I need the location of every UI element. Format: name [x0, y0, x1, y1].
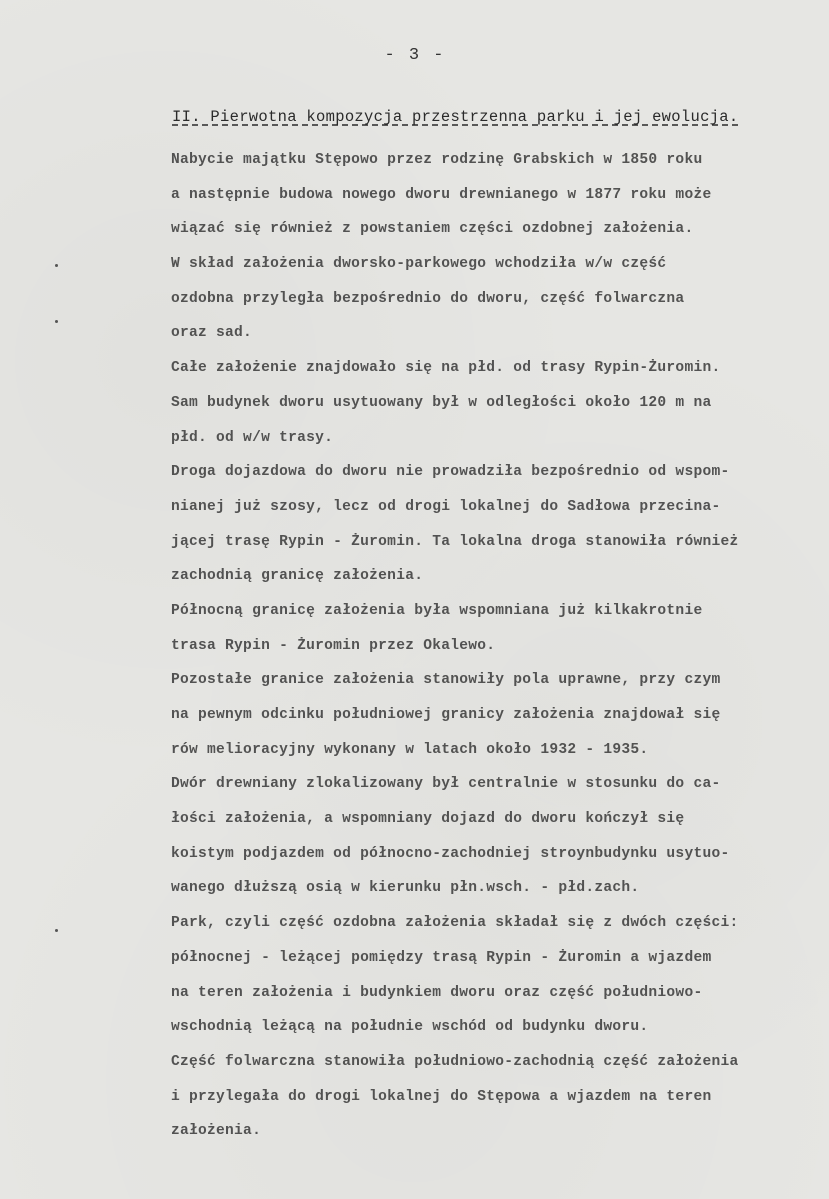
text-line: na teren założenia i budynkiem dworu oraz część południowo-	[171, 984, 703, 1001]
text-line: Całe założenie znajdowało się na płd. od trasy Rypin-Żuromin.	[171, 360, 721, 377]
page-number: - 3 -	[384, 46, 446, 65]
text-line: na pewnym odcinku południowej granicy założenia znajdował się	[171, 707, 721, 723]
text-line: rów melioracyjny wykonany w latach około 1932 - 1935.	[171, 741, 649, 758]
text-line: Droga dojazdowa do dworu nie prowadziła bezpośrednio od wspom-	[171, 464, 730, 481]
text-line: trasa Rypin - Żuromin przez Okalewo.	[171, 637, 496, 654]
text-line: Sam budynek dworu usytuowany był w odległości około 120 m na	[171, 394, 712, 411]
text-line: i przylegała do drogi lokalnej do Stępowa a wjazdem na teren	[171, 1088, 712, 1105]
margin-speck	[55, 264, 58, 267]
body-text	[171, 147, 826, 1153]
text-line: wanego dłuższą osią w kierunku płn.wsch. - płd.zach.	[171, 880, 640, 897]
text-line: Pozostałe granice założenia stanowiły pola uprawne, przy czym	[171, 672, 721, 689]
text-line: założenia.	[171, 1123, 262, 1140]
text-line: ozdobna przyległa bezpośrednio do dworu, część folwarczna	[171, 290, 685, 307]
text-line: Część folwarczna stanowiła południowo-zachodnią część założenia	[171, 1053, 739, 1070]
text-line: Północną granicę założenia była wspomniana już kilkakrotnie	[171, 602, 703, 619]
text-line: jącej trasę Rypin - Żuromin. Ta lokalna droga stanowiła również	[171, 533, 739, 550]
text-line: wschodnią leżącą na południe wschód od budynku dworu.	[171, 1019, 649, 1036]
text-line: łości założenia, a wspomniany dojazd do dworu kończył się	[171, 811, 685, 828]
text-line: Dwór drewniany zlokalizowany był centralnie w stosunku do ca-	[171, 776, 721, 793]
text-line: zachodnią granicę założenia.	[171, 568, 424, 585]
margin-speck	[55, 320, 58, 323]
section-heading: II. Pierwotna kompozycja przestrzenna parku i jej ewolucja.	[172, 108, 739, 126]
margin-speck	[55, 929, 58, 932]
text-line: a następnie budowa nowego dworu drewnianego w 1877 roku może	[171, 186, 712, 203]
text-line: Nabycie majątku Stępowo przez rodzinę Grabskich w 1850 roku	[171, 152, 703, 168]
text-line: płd. od w/w trasy.	[171, 429, 334, 446]
text-line: oraz sad.	[171, 325, 253, 342]
text-line: koistym podjazdem od północno-zachodniej stroynbudynku usytuo-	[171, 845, 730, 862]
text-line: północnej - leżącej pomiędzy trasą Rypin - Żuromin a wjazdem	[171, 949, 712, 966]
text-line: W skład założenia dworsko-parkowego wchodziła w/w część	[171, 256, 667, 273]
text-line: Park, czyli część ozdobna założenia składał się z dwóch części:	[171, 915, 739, 932]
text-line: nianej już szosy, lecz od drogi lokalnej do Sadłowa przecina-	[171, 498, 721, 515]
text-line: wiązać się również z powstaniem części ozdobnej założenia.	[171, 221, 694, 238]
